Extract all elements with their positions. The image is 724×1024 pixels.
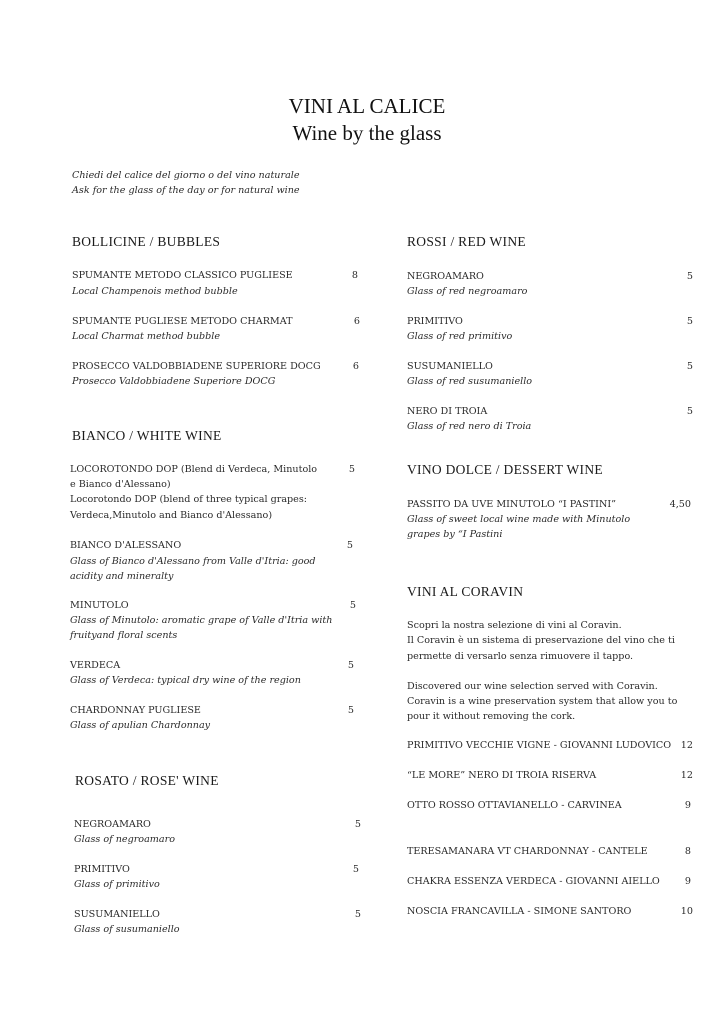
item-desc: acidity and mineralty — [70, 571, 174, 582]
coravin-item-price: 10 — [680, 906, 693, 917]
coravin-item-price: 12 — [680, 740, 693, 751]
item-price: 8 — [351, 270, 358, 281]
item-name: e Bianco d'Alessano) — [70, 479, 171, 490]
coravin-text-it: Scopri la nostra selezione di vini al Coravin. — [407, 620, 622, 631]
item-price: 5 — [686, 361, 693, 372]
item-name: PASSITO DA UVE MINUTOLO “I PASTINI” — [407, 499, 617, 510]
item-name: SPUMANTE PUGLIESE METODO CHARMAT — [72, 316, 293, 327]
item-name: LOCOROTONDO DOP (Blend di Verdeca, Minutolo — [70, 464, 318, 475]
item-name: NEGROAMARO — [74, 819, 151, 830]
item-desc: Locorotondo DOP (blend of three typical grapes: — [70, 494, 308, 505]
item-price: 5 — [354, 819, 361, 830]
section-heading-coravin: VINI AL CORAVIN — [407, 584, 524, 599]
coravin-item-name: OTTO ROSSO OTTAVIANELLO - CARVINEA — [407, 800, 622, 811]
item-price: 5 — [352, 864, 359, 875]
coravin-item-name: NOSCIA FRANCAVILLA - SIMONE SANTORO — [407, 906, 632, 917]
item-desc: Glass of red primitivo — [407, 331, 513, 342]
item-name: BIANCO D'ALESSANO — [70, 540, 182, 551]
coravin-text-it: Il Coravin è un sistema di preservazione del vino che ti — [407, 635, 675, 646]
item-price: 5 — [354, 909, 361, 920]
coravin-text-en: Discovered our wine selection served with Coravin. — [407, 681, 658, 692]
coravin-item-name: CHAKRA ESSENZA VERDECA - GIOVANNI AIELLO — [407, 876, 660, 887]
item-name: NEGROAMARO — [407, 271, 484, 282]
item-price: 5 — [686, 406, 693, 417]
coravin-item-name: PRIMITIVO VECCHIE VIGNE - GIOVANNI LUDOVICO — [407, 740, 672, 751]
item-name: SUSUMANIELLO — [407, 361, 493, 372]
item-name: NERO DI TROIA — [407, 406, 488, 417]
item-desc: Prosecco Valdobbiadene Superiore DOCG — [72, 376, 276, 387]
item-price: 4,50 — [669, 499, 691, 510]
section-heading-rossi: ROSSI / RED WINE — [407, 234, 526, 249]
coravin-item-name: “LE MORE” NERO DI TROIA RISERVA — [407, 770, 597, 781]
item-desc: fruityand floral scents — [70, 630, 178, 641]
item-price: 6 — [352, 361, 359, 372]
coravin-item-price: 12 — [680, 770, 693, 781]
item-name: VERDECA — [70, 660, 121, 671]
section-heading-dolce: VINO DOLCE / DESSERT WINE — [407, 462, 603, 477]
section-heading-bollicine: BOLLICINE / BUBBLES — [72, 234, 221, 249]
item-desc: Glass of primitivo — [74, 879, 160, 890]
item-desc: Glass of negroamaro — [74, 834, 175, 845]
item-price: 5 — [686, 316, 693, 327]
coravin-item-price: 9 — [684, 876, 691, 887]
item-name: PROSECCO VALDOBBIADENE SUPERIORE DOCG — [72, 361, 321, 372]
coravin-item-price: 9 — [684, 800, 691, 811]
item-desc: Glass of red nero di Troia — [407, 421, 532, 432]
item-desc: Glass of Bianco d'Alessano from Valle d'Itria: good — [70, 556, 316, 567]
coravin-item-name: TERESAMANARA VT CHARDONNAY - CANTELE — [407, 846, 648, 857]
intro-line: Chiedi del calice del giorno o del vino naturale — [72, 170, 300, 181]
item-price: 5 — [347, 705, 354, 716]
page-subtitle: Wine by the glass — [292, 121, 442, 145]
item-price: 5 — [686, 271, 693, 282]
intro-line: Ask for the glass of the day or for natural wine — [72, 185, 300, 196]
item-name: PRIMITIVO — [407, 316, 463, 327]
item-desc: grapes by “I Pastini — [407, 529, 503, 540]
item-price: 5 — [348, 464, 355, 475]
item-name: SPUMANTE METODO CLASSICO PUGLIESE — [72, 270, 293, 281]
coravin-text-en: Coravin is a wine preservation system that allow you to — [407, 696, 678, 707]
coravin-text-en: pour it without removing the cork. — [407, 711, 576, 722]
item-desc: Local Champenois method bubble — [72, 286, 238, 297]
coravin-item-price: 8 — [684, 846, 691, 857]
item-desc: Glass of Verdeca: typical dry wine of the region — [70, 675, 301, 686]
item-desc: Glass of red susumaniello — [407, 376, 533, 387]
item-desc: Glass of sweet local wine made with Minutolo — [407, 514, 631, 525]
coravin-text-it: permette di versarlo senza rimuovere il tappo. — [407, 651, 634, 662]
item-name: MINUTOLO — [70, 600, 129, 611]
item-price: 5 — [346, 540, 353, 551]
item-name: CHARDONNAY PUGLIESE — [70, 705, 201, 716]
item-price: 6 — [353, 316, 360, 327]
item-price: 5 — [349, 600, 356, 611]
item-desc: Verdeca,Minutolo and Bianco d'Alessano) — [70, 510, 273, 521]
item-desc: Glass of red negroamaro — [407, 286, 528, 297]
item-name: SUSUMANIELLO — [74, 909, 160, 920]
item-price: 5 — [347, 660, 354, 671]
item-desc: Glass of susumaniello — [74, 924, 180, 935]
page-title: VINI AL CALICE — [288, 94, 446, 118]
item-name: PRIMITIVO — [74, 864, 130, 875]
section-heading-bianco: BIANCO / WHITE WINE — [72, 428, 222, 443]
item-desc: Local Charmat method bubble — [72, 331, 221, 342]
item-desc: Glass of Minutolo: aromatic grape of Valle d'Itria with — [70, 615, 333, 626]
section-heading-rosato: ROSATO / ROSE' WINE — [75, 773, 219, 788]
item-desc: Glass of apulian Chardonnay — [70, 720, 211, 731]
